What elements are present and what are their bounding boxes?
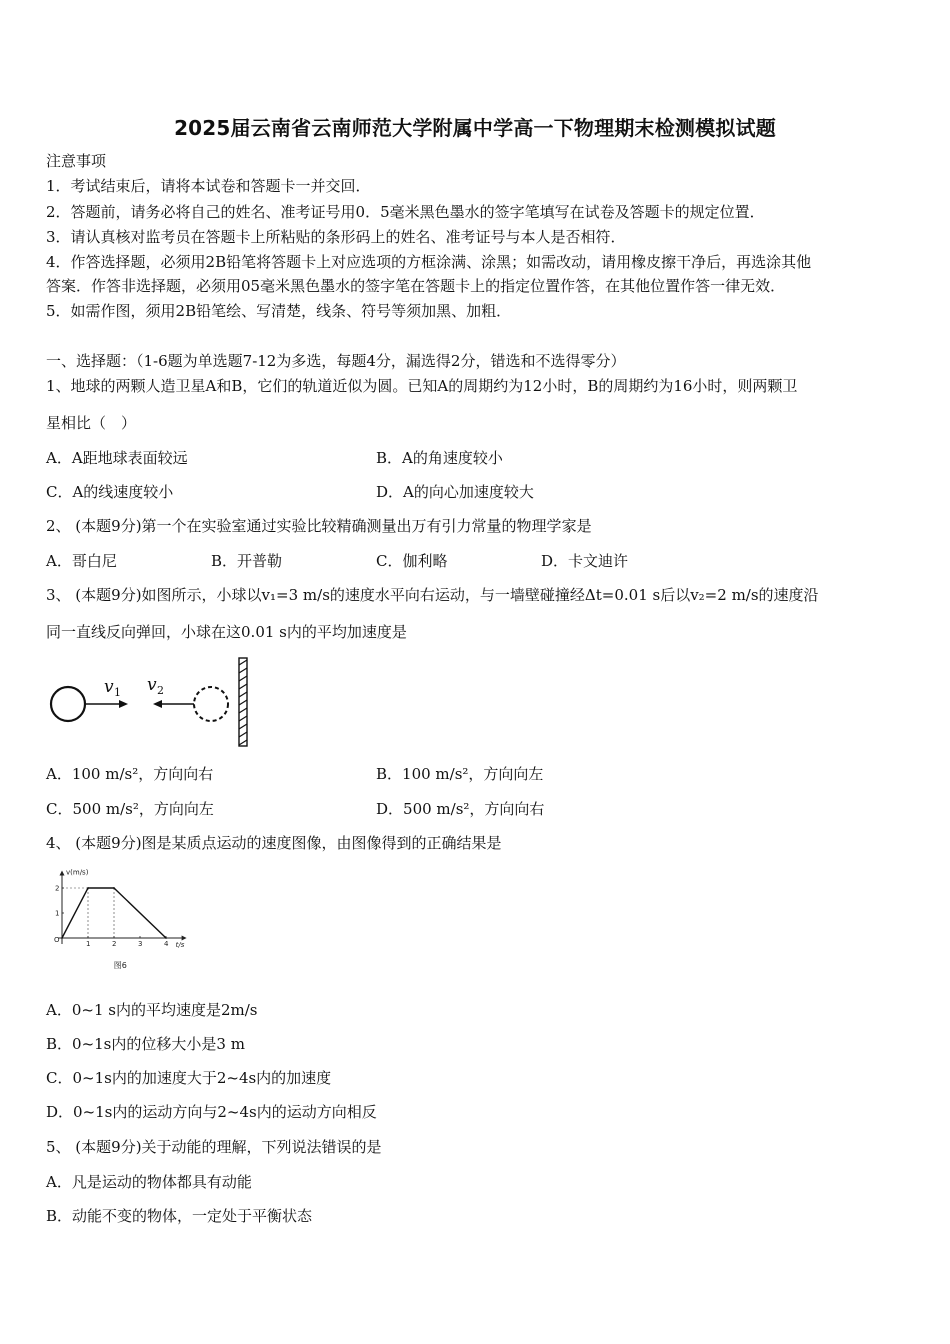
x-tick-label: 3 — [138, 940, 143, 948]
v2-label: v — [147, 675, 157, 695]
notice-item: 2．答题前，请务必将自己的姓名、准考证号用0．5毫米黑色墨水的签字笔填写在试卷及答题卡的规定位置． — [46, 203, 765, 221]
ball-after — [194, 687, 228, 721]
x-tick-label: 4 — [164, 940, 169, 948]
q2-option-c: C．伽利略 — [376, 552, 448, 570]
q4-option-a: A．0~1 s内的平均速度是2m/s — [46, 1001, 258, 1019]
q2-option-d: D．卡文迪许 — [541, 552, 629, 570]
notice-item: 4．作答选择题，必须用2B铅笔将答题卡上对应选项的方框涂满、涂黑；如需改动，请用橡皮擦干净后，再选涂其他 — [46, 253, 812, 271]
q5-option-b: B．动能不变的物体，一定处于平衡状态 — [46, 1207, 313, 1225]
data-point — [113, 887, 115, 889]
velocity-segment — [114, 888, 166, 938]
v2-subscript: 2 — [157, 684, 164, 697]
exam-title: 2025届云南省云南师范大学附属中学高一下物理期末检测模拟试题 — [174, 116, 776, 140]
question-3-stem-cont: 同一直线反向弹回，小球在这0.01 s内的平均加速度是 — [46, 623, 407, 641]
ball-before — [51, 687, 85, 721]
q2-option-a: A．哥白尼 — [46, 552, 117, 570]
question-4-stem: 4、 (本题9分)图是某质点运动的速度图像，由图像得到的正确结果是 — [46, 834, 502, 852]
x-axis-label: t/s — [175, 941, 185, 949]
notice-item: 5．如需作图，须用2B铅笔绘、写清楚，线条、符号等须加黑、加粗． — [46, 302, 512, 320]
figure-caption: 图6 — [113, 961, 127, 970]
data-point — [165, 937, 167, 939]
question-3-stem: 3、 (本题9分)如图所示，小球以v₁=3 m/s的速度水平向右运动，与一墙壁碰撞经Δt=0.01 s后以v₂=2 m/s的速度沿 — [46, 586, 819, 604]
notice-heading: 注意事项 — [46, 152, 107, 170]
x-tick-label: 2 — [112, 940, 117, 948]
v1-label: v — [104, 677, 114, 697]
q1-option-b: B．A的角速度较小 — [376, 449, 503, 467]
q1-option-a: A．A距地球表面较远 — [46, 449, 188, 467]
v1-arrowhead — [119, 700, 128, 708]
q3-option-d: D．500 m/s²，方向向右 — [376, 800, 545, 818]
x-tick-label: 1 — [86, 940, 91, 948]
q4-velocity-time-graph — [44, 866, 204, 976]
question-5-stem: 5、 (本题9分)关于动能的理解，下列说法错误的是 — [46, 1138, 382, 1156]
question-1-stem-cont: 星相比（ ） — [46, 414, 137, 432]
y-axis-arrowhead — [60, 871, 65, 876]
notice-item: 答案．作答非选择题，必须用05毫米黑色墨水的签字笔在答题卡上的指定位置作答，在其他位置作答一律无效． — [46, 277, 786, 295]
q3-option-b: B．100 m/s²，方向向左 — [376, 765, 544, 783]
notice-item: 3．请认真核对监考员在答题卡上所粘贴的条形码上的姓名、准考证号与本人是否相符． — [46, 228, 626, 246]
origin-label: O — [54, 936, 60, 944]
section-heading: 一、选择题：（1-6题为单选题7-12为多选，每题4分，漏选得2分，错选和不选得零分） — [46, 352, 626, 370]
q4-option-d: D．0~1s内的运动方向与2~4s内的运动方向相反 — [46, 1103, 377, 1121]
question-1-stem: 1、地球的两颗人造卫星A和B，它们的轨道近似为圆。已知A的周期约为12小时，B的周期约为16小时，则两颗卫 — [46, 377, 798, 395]
v1-subscript: 1 — [114, 686, 121, 699]
y-tick-label: 1 — [55, 909, 60, 918]
x-axis-arrowhead — [182, 936, 187, 941]
data-point — [87, 887, 89, 889]
q2-option-b: B．开普勒 — [211, 552, 283, 570]
notice-item: 1．考试结束后，请将本试卷和答题卡一并交回． — [46, 177, 371, 195]
q1-option-c: C．A的线速度较小 — [46, 483, 174, 501]
q3-collision-figure — [44, 655, 259, 750]
question-2-stem: 2、 (本题9分)第一个在实验室通过实验比较精确测量出万有引力常量的物理学家是 — [46, 517, 592, 535]
q4-option-b: B．0~1s内的位移大小是3 m — [46, 1035, 245, 1053]
q5-option-a: A．凡是运动的物体都具有动能 — [46, 1173, 252, 1191]
y-axis-label: v(m/s) — [66, 868, 89, 877]
q1-option-d: D．A的向心加速度较大 — [376, 483, 534, 501]
v2-arrowhead — [153, 700, 162, 708]
q4-option-c: C．0~1s内的加速度大于2~4s内的加速度 — [46, 1069, 332, 1087]
data-point — [61, 937, 63, 939]
q3-option-c: C．500 m/s²，方向向左 — [46, 800, 214, 818]
y-tick-label: 2 — [55, 884, 60, 893]
velocity-segment — [62, 888, 88, 938]
q3-option-a: A．100 m/s²，方向向右 — [46, 765, 214, 783]
